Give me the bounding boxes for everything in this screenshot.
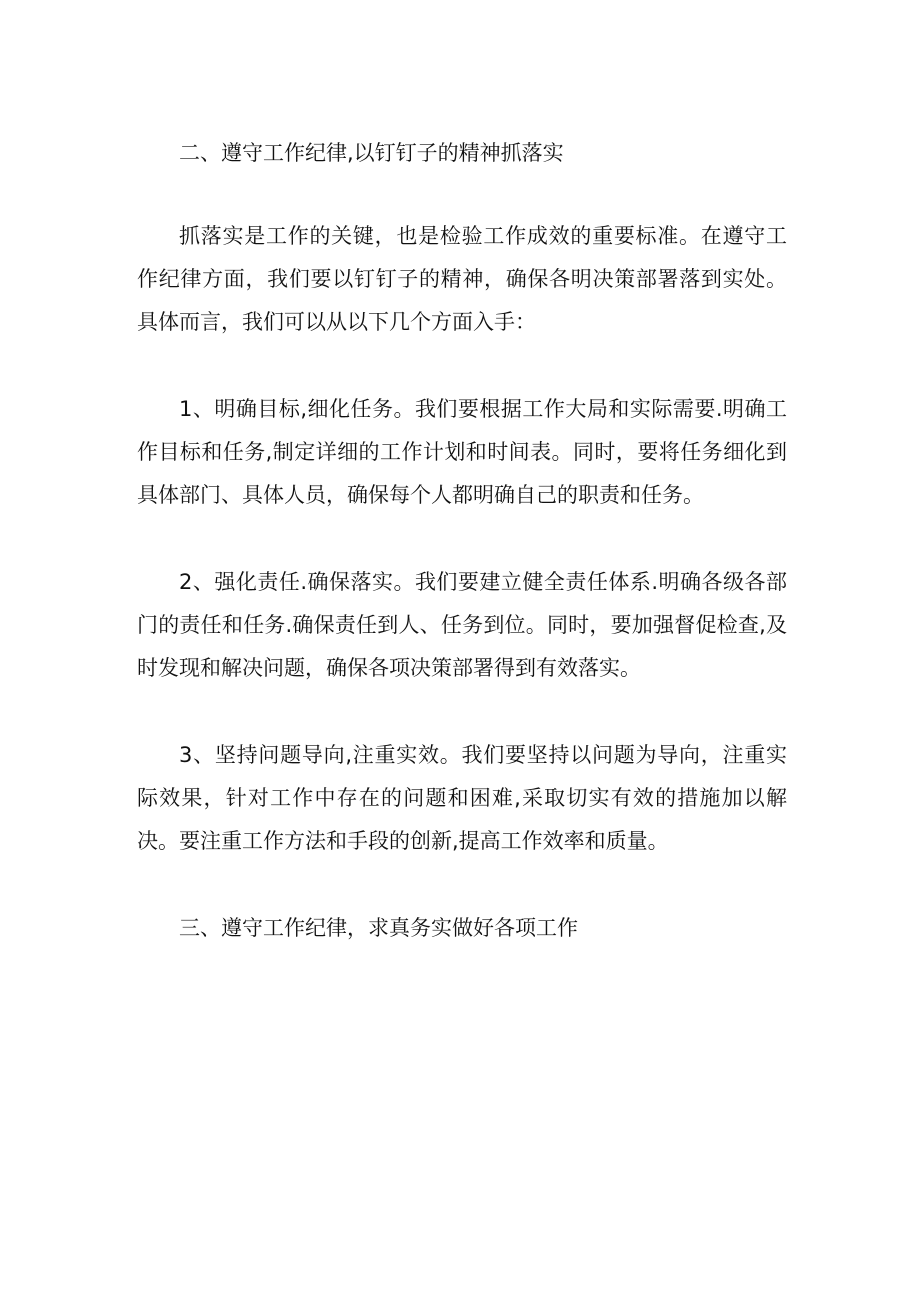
item-1-paragraph: 1、明确目标,细化任务。我们要根据工作大局和实际需要.明确工作目标和任务,制定详细的工作计划和时间表。同时，要将任务细化到具体部门、具体人员，确保每个人都明确自己的职责和任务。 [137, 397, 787, 507]
item-3-paragraph: 3、坚持问题导向,注重实效。我们要坚持以问题为导向，注重实际效果，针对工作中存在的问题和困难,采取切实有效的措施加以解决。要注重工作方法和手段的创新,提高工作效率和质量。 [137, 743, 787, 853]
document-body [137, 132, 787, 950]
item-2-paragraph: 2、强化责任.确保落实。我们要建立健全责任体系.明确各级各部门的责任和任务.确保责任到人、任务到位。同时，要加强督促检查,及时发现和解决问题，确保各项决策部署得到有效落实。 [137, 570, 787, 680]
section-3-heading: 三、遵守工作纪律，求真务实做好各项工作 [179, 916, 578, 940]
intro-paragraph: 抓落实是工作的关键，也是检验工作成效的重要标准。在遵守工作纪律方面，我们要以钉钉子的精神，确保各明决策部署落到实处。具体而言，我们可以从以下几个方面入手： [137, 224, 787, 334]
section-2-heading: 二、遵守工作纪律,以钉钉子的精神抓落实 [179, 141, 564, 165]
